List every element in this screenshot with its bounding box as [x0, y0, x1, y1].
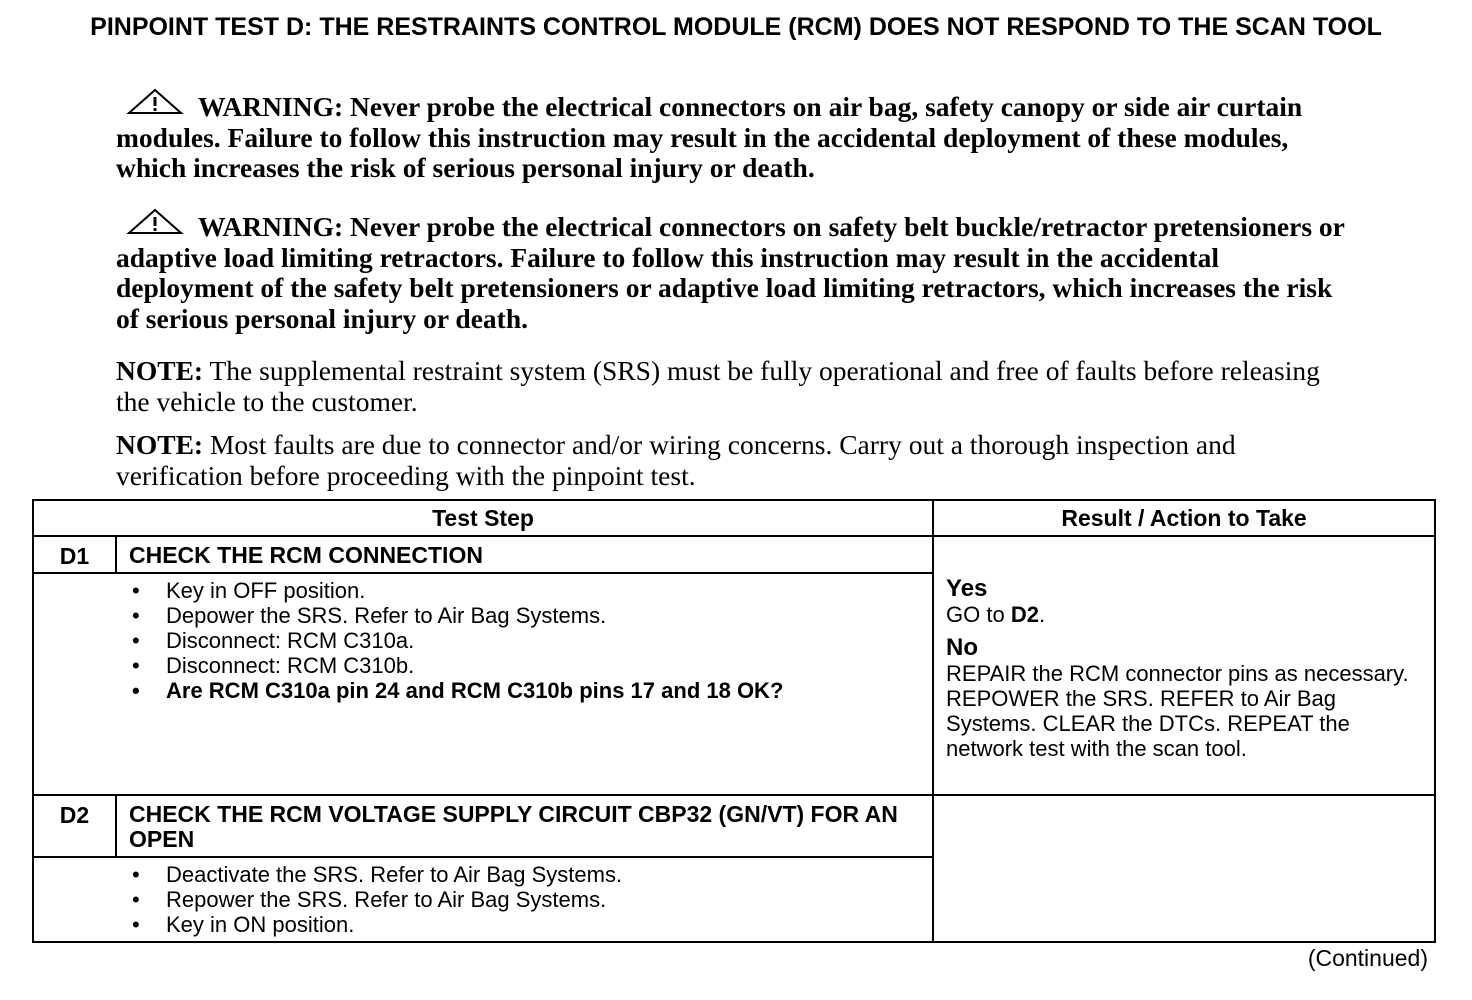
- list-item: • Depower the SRS. Refer to Air Bag Systems.: [132, 603, 607, 628]
- note-text: Most faults are due to connector and/or wiring concerns. Carry out a thorough inspection and verification before proceeding with the pinpoint test.: [116, 429, 1236, 491]
- warning-label: WARNING:: [198, 211, 344, 242]
- warning-block-1: [116, 92, 1356, 184]
- note-block-1: [116, 356, 1356, 417]
- step-instructions: [33, 857, 933, 942]
- note-label: NOTE:: [116, 429, 204, 460]
- no-label: No: [946, 634, 979, 661]
- warning-block-2: [116, 212, 1356, 334]
- warning-text: Never probe the electrical connectors on safety belt buckle/retractor pretensioners or adaptive load limiting retractors. Failure to follow this instruction may result in the accidental deployment of the safety belt pretensioners or adaptive load limiting retractors, which increases the risk of serious personal injury or death.: [116, 211, 1345, 334]
- header-test-step: Test Step: [33, 500, 933, 536]
- table-row: [33, 795, 1435, 857]
- step-result: [933, 795, 1435, 942]
- no-action: REPAIR the RCM connector pins as necessary. REPOWER the SRS. REFER to Air Bag Systems. CLEAR the DTCs. REPEAT the network test with the scan tool.: [946, 661, 1409, 761]
- header-result-action: Result / Action to Take: [933, 500, 1435, 536]
- warning-label: WARNING:: [198, 91, 344, 122]
- step-id: D1: [33, 536, 116, 573]
- list-item: • Repower the SRS. Refer to Air Bag Systems.: [132, 887, 607, 912]
- list-item: • Disconnect: RCM C310b.: [132, 653, 415, 678]
- table-row: [33, 536, 1435, 573]
- list-item: • Deactivate the SRS. Refer to Air Bag Systems.: [132, 862, 623, 887]
- step-link-d2[interactable]: D2: [1010, 602, 1039, 627]
- note-text: The supplemental restraint system (SRS) must be fully operational and free of faults before releasing the vehicle to the customer.: [116, 355, 1320, 417]
- list-item: • Disconnect: RCM C310a.: [132, 628, 415, 653]
- table-header-row: [33, 500, 1435, 536]
- continued-label: (Continued): [1307, 945, 1428, 971]
- step-question: • Are RCM C310a pin 24 and RCM C310b pins 17 and 18 OK?: [132, 678, 784, 703]
- page-title: PINPOINT TEST D: THE RESTRAINTS CONTROL MODULE (RCM) DOES NOT RESPOND TO THE SCAN TOOL: [90, 13, 1382, 41]
- step-result: [933, 536, 1435, 795]
- list-item: • Key in OFF position.: [132, 578, 366, 603]
- yes-label: Yes: [946, 575, 988, 602]
- warning-triangle-icon: [126, 208, 184, 236]
- list-item: • Key in ON position.: [132, 912, 355, 937]
- step-id: D2: [33, 795, 116, 857]
- step-heading: CHECK THE RCM CONNECTION: [116, 536, 933, 573]
- step-instructions: [33, 573, 933, 795]
- note-block-2: [116, 430, 1356, 491]
- pinpoint-test-table: [32, 499, 1436, 943]
- note-label: NOTE:: [116, 355, 204, 386]
- warning-text: Never probe the electrical connectors on air bag, safety canopy or side air curtain modules. Failure to follow this instruction may result in the accidental deployment of these modules, which increases the risk of serious personal injury or death.: [116, 91, 1303, 183]
- yes-action: GO to D2.: [946, 602, 1046, 627]
- step-heading: CHECK THE RCM VOLTAGE SUPPLY CIRCUIT CBP32 (GN/VT) FOR AN OPEN: [116, 795, 933, 857]
- warning-triangle-icon: [126, 88, 184, 116]
